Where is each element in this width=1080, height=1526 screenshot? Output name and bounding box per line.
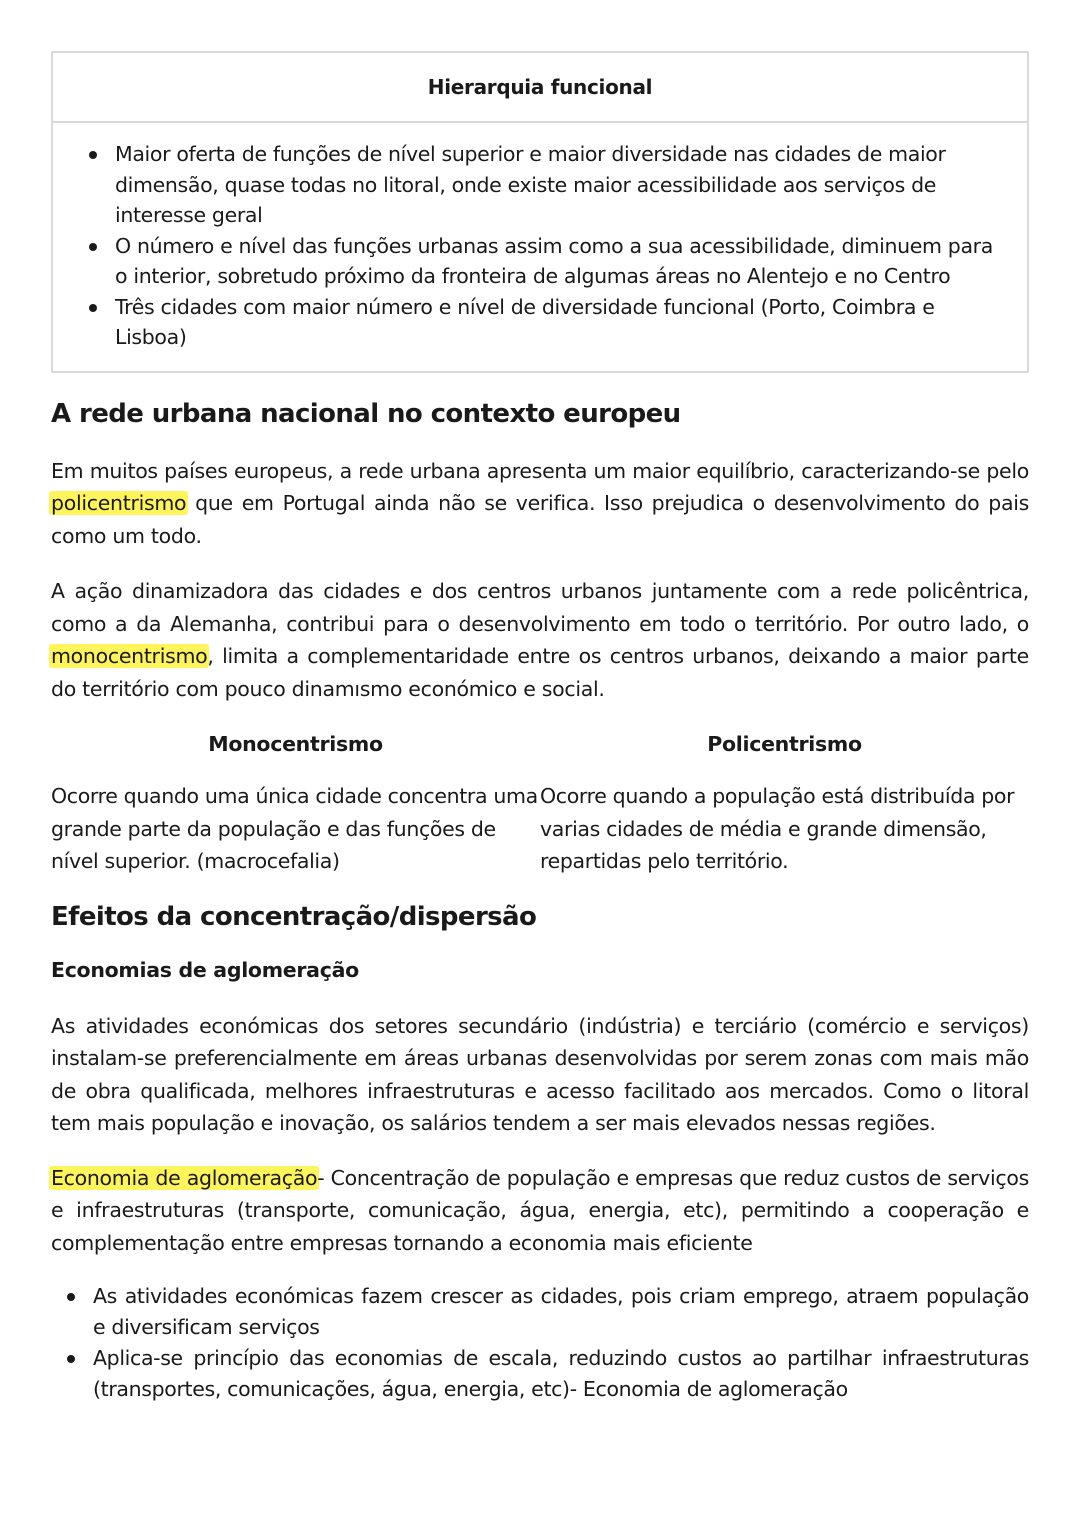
column-title: Monocentrismo	[208, 732, 383, 756]
text: A ação dinamizadora das cidades e dos centros urbanos juntamente com a rede policêntrica, como a da Alemanha, contribui para o desenvolvimento em todo o território. Por outro lado, o	[51, 579, 1029, 636]
document-page	[51, 51, 1029, 1405]
column-title: Policentrismo	[707, 732, 862, 756]
list-item: Aplica-se princípio das economias de escala, reduzindo custos ao partilhar infraestruturas (transportes, comunicações, água, energia, etc)- Economia de aglomeração	[65, 1343, 1029, 1405]
column-policentrismo	[540, 732, 1029, 878]
bullet-list	[51, 1281, 1029, 1405]
highlighted-term: Economia de aglomeração	[51, 1165, 318, 1190]
text: - Concentração de população e empresas que reduz custos de serviços e infraestruturas (transporte, comunicação, água, energia, etc), permitindo a cooperação e complementação entre empresas tornando a economia mais eficiente	[51, 1165, 1030, 1255]
paragraph	[51, 575, 1029, 705]
text: Em muitos países europeus, a rede urbana apresenta um maior equilíbrio, caracterizando-se pelo	[51, 458, 1029, 483]
paragraph: As atividades económicas dos setores secundário (indústria) e terciário (comércio e serviços) instalam-se preferencialmente em áreas urbanas desenvolvidas por serem zonas com mais mão de obra qualificada, melhores infraestruturas e acesso facilitado aos mercados. Como o litoral tem mais população e inovação, os salários tendem a ser mais elevados nessas regiões.	[51, 1013, 1029, 1135]
highlighted-term: policentrismo	[51, 491, 187, 515]
section-heading: A rede urbana nacional no contexto europeu	[51, 398, 681, 429]
section-heading: Efeitos da concentração/dispersão	[51, 901, 537, 932]
hierarchy-table	[51, 51, 1029, 373]
hierarchy-table-title: Hierarquia funcional	[53, 53, 1027, 123]
column-text: Ocorre quando uma única cidade concentra uma grande parte da população e das funções de nível superior. (macrocefalia)	[51, 784, 538, 873]
list-item: O número e nível das funções urbanas assim como a sua acessibilidade, diminuem para o interior, sobretudo próximo da fronteira de algumas áreas no Alentejo e no Centro	[87, 231, 1007, 292]
column-text: Ocorre quando a população está distribuída por varias cidades de média e grande dimensão, repartidas pelo território.	[540, 784, 1015, 873]
text: que em Portugal ainda não se verifica. Isso prejudica o desenvolvimento do pais como um todo.	[51, 491, 1029, 548]
subheading: Economias de aglomeração	[51, 957, 359, 982]
column-monocentrismo	[51, 732, 540, 878]
text: , limita a complementaridade entre os centros urbanos, deixando a maior parte do território com pouco dinamısmo económico e social.	[51, 644, 1029, 701]
highlighted-term: monocentrismo	[51, 644, 208, 668]
list-item: As atividades económicas fazem crescer as cidades, pois criam emprego, atraem população e diversificam serviços	[65, 1281, 1029, 1343]
paragraph	[51, 455, 1029, 553]
list-item: Maior oferta de funções de nível superior e maior diversidade nas cidades de maior dimensão, quase todas no litoral, onde existe maior acessibilidade aos serviços de interesse geral	[87, 139, 1007, 231]
hierarchy-list	[87, 139, 1007, 353]
comparison-columns	[51, 732, 1029, 878]
list-item: Três cidades com maior número e nível de diversidade funcional (Porto, Coimbra e Lisboa)	[87, 292, 1007, 353]
definition-paragraph	[51, 1162, 1029, 1260]
